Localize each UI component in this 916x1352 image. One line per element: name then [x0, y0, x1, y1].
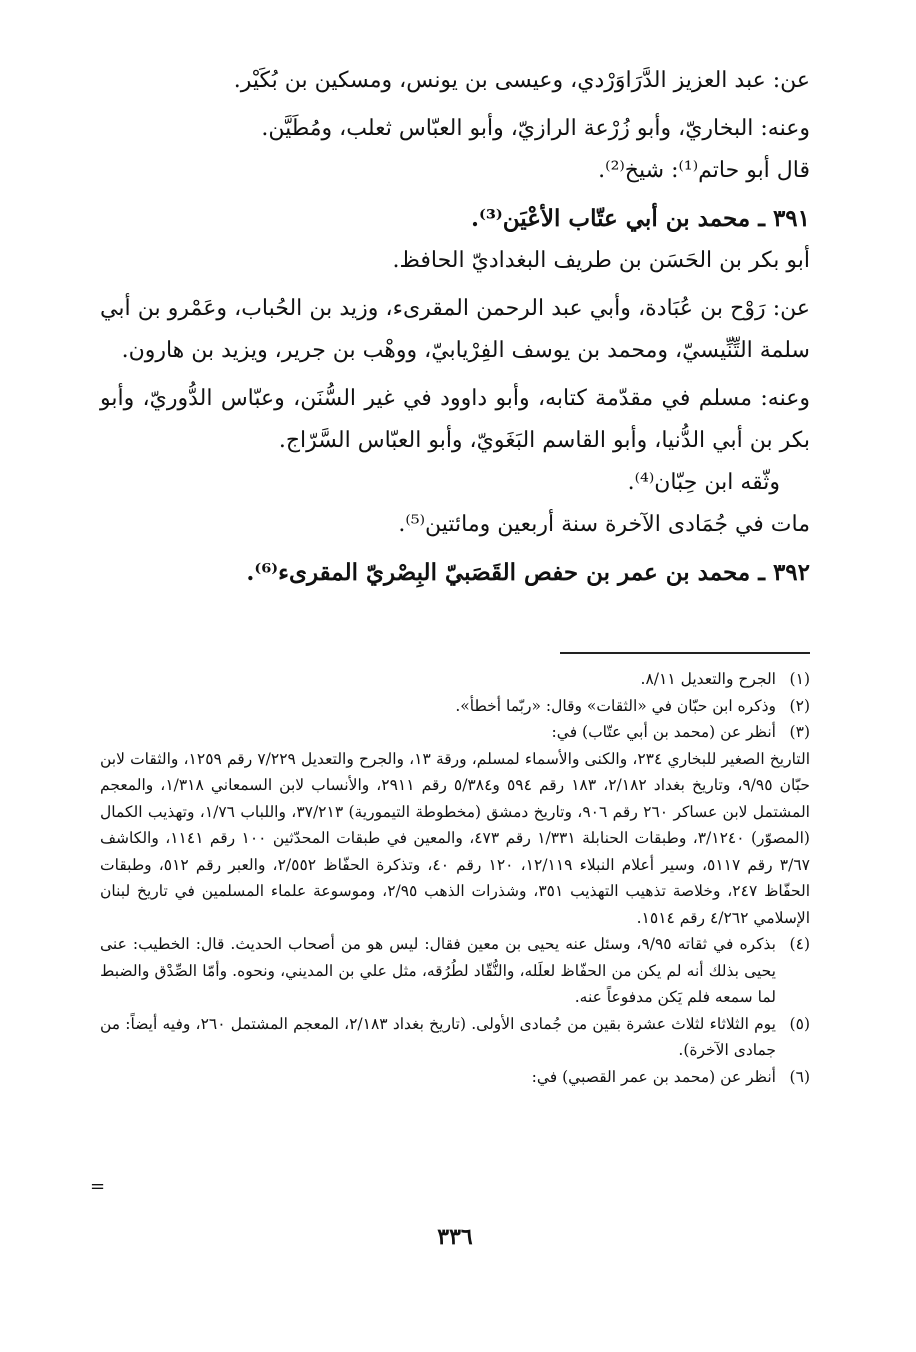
footnote-text: الجرح والتعديل ٨/١١.	[640, 670, 776, 688]
footnote	[100, 931, 810, 1011]
paragraph: وعنه: مسلم في مقدّمة كتابه، وأبو داوود في غير السُّنَن، وعبّاس الدُّوريّ، وأبو بكر بن أبي الدُّنيا، وأبو القاسم البَغَويّ، وأبو العبّاس السَّرّاج.	[100, 386, 810, 453]
footnote-number: (٤)	[789, 935, 810, 953]
page-number: ٣٣٦	[437, 1224, 473, 1250]
footnote	[100, 719, 810, 746]
paragraph: وعنه: البخاريّ، وأبو زُرْعة الرازيّ، وأبو العبّاس ثعلب، ومُطَيَّن.	[261, 116, 810, 141]
continuation-mark: =	[90, 1176, 106, 1197]
footnote-text: التاريخ الصغير للبخاري ٢٣٤، والكنى والأسماء لمسلم، ورقة ١٣، والجرح والتعديل ٧/٢٢٩ رقم ١٢٥٩، والثقات لابن حبّان ٩/٩٥، وتاريخ بغداد ٢/١٨٢، ١٨٣ رقم ٥٩٤ و٥/٣٨٤ رقم ٢٩١١، والأنساب لابن السمعاني ١/٣١٨، والمعجم المشتمل لابن عساكر ٢٦٠ رقم ٩٠٦، وتاريخ دمشق (مخطوطة التيمورية) ٣٧/٢١٣، واللباب ١/٧٦، وتهذيب الكمال (المصوّر) ٣/١٢٤٠، وطبقات الحنابلة ١/٣٣١ رقم ٤٧٣، والمعين في طبقات المحدّثين ١٠٠ رقم ١١٤١، والكاشف ٣/٦٧ رقم ٥١١٧، وسير أعلام النبلاء ١٢/١١٩، ١٢٠ رقم ٤٠، وتذكرة الحفّاظ ٢/٥٥٢، والعبر رقم ٥١٢، وطبقات الحفّاظ ٢٤٧، وخلاصة تذهيب التهذيب ٣٥١، وشذرات الذهب ٢/٩٥، وموسوعة علماء المسلمين في تاريخ لبنان الإسلامي ٤/٢٦٢ رقم ١٥١٤.	[100, 749, 811, 927]
paragraph: وثّقه ابن حِبّان⁽⁴⁾.	[627, 470, 780, 495]
footnote-text: يوم الثلاثاء لثلاث عشرة بقين من جُمادى الأولى. (تاريخ بغداد ٢/١٨٣، المعجم المشتمل ٢٦٠، وفيه أيضاً: من جمادى الآخرة).	[100, 1014, 776, 1059]
footnote-text: أنظر عن (محمد بن عمر القصبي) في:	[531, 1067, 776, 1086]
footnote-divider	[560, 652, 810, 654]
book-page	[90, 60, 811, 1320]
footnote-number: (٦)	[789, 1067, 810, 1086]
footnote-text: بذكره في ثقاته ٩/٩٥، وسئل عنه يحيى بن معين فقال: ليس هو من أصحاب الحديث. قال: الخطيب: عنى يحيى بذلك أنه لم يكن من الحفّاظ لعلَله، والنُّقّاد لطُرُقه، مثل علي بن المديني، ونحوه. وأمّا الصِّدْق والضبط لما سمعه فلم يَكن مدفوعاً عنه.	[100, 935, 776, 1006]
footnotes	[100, 666, 810, 1090]
paragraph: مات في جُمَادى الآخرة سنة أربعين ومائتين⁽⁵⁾.	[398, 512, 810, 537]
main-text	[100, 60, 810, 594]
footnote-number: (٥)	[789, 1014, 810, 1033]
paragraph: عن: رَوْح بن عُبَادة، وأبي عبد الرحمن المقرىء، وزيد بن الحُباب، وعَمْرو بن أبي سلمة التِّنِّيسيّ، ومحمد بن يوسف الفِرْيابيّ، ووهْب بن جرير، ويزيد بن هارون.	[100, 296, 810, 363]
entry-heading-391: ٣٩١ ـ محمد بن أبي عتّاب الأعْيَن⁽³⁾.	[470, 205, 810, 232]
footnote-text: وذكره ابن حبّان في «الثقات» وقال: «ربّما أخطأ».	[455, 696, 776, 715]
footnote-text: أنظر عن (محمد بن أبي عتّاب) في:	[551, 723, 776, 741]
entry-heading-392: ٣٩٢ ـ محمد بن عمر بن حفص القَصَبيّ البِصْريّ المقرىء⁽⁶⁾.	[246, 559, 810, 586]
paragraph: أبو بكر بن الحَسَن بن طريف البغداديّ الحافظ.	[392, 248, 810, 273]
footnote-number: (٢)	[789, 696, 810, 715]
footnote	[100, 1011, 810, 1064]
footnote-number: (١)	[789, 670, 810, 688]
footnote	[100, 693, 810, 720]
paragraph: عن: عبد العزيز الدَّرَاوَرْدي، وعيسى بن يونس، ومسكين بن بُكَيْر.	[233, 68, 810, 93]
paragraph: قال أبو حاتم⁽¹⁾: شيخ⁽²⁾.	[598, 158, 810, 183]
footnote	[100, 1064, 810, 1091]
footnote	[100, 666, 810, 693]
footnote-continuation	[100, 746, 810, 932]
footnote-number: (٣)	[789, 723, 810, 741]
